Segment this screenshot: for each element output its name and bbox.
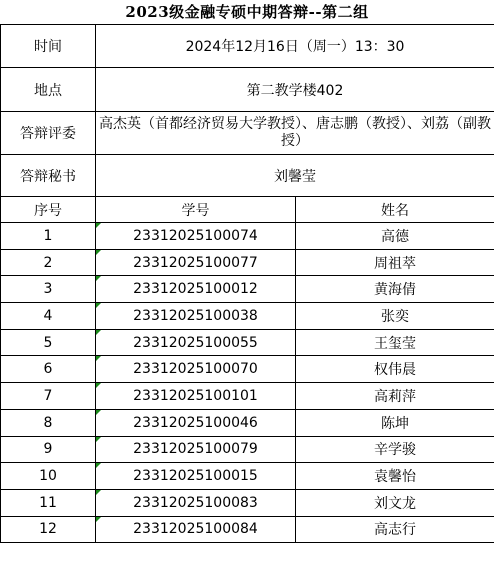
row-number-cell[interactable]: 10: [1, 463, 96, 490]
student-id-cell[interactable]: [96, 489, 296, 516]
row-number-cell[interactable]: 11: [1, 489, 96, 516]
place-label[interactable]: 地点: [1, 68, 96, 112]
student-name-cell[interactable]: 陈坤: [296, 409, 494, 436]
secretary-value[interactable]: 刘馨莹: [96, 155, 494, 197]
table-row: [1, 249, 494, 276]
row-number-cell[interactable]: 9: [1, 436, 96, 463]
student-name-cell[interactable]: 高莉萍: [296, 383, 494, 410]
student-id-text: 23312025100055: [133, 334, 258, 351]
student-id-text: 23312025100012: [133, 281, 258, 298]
student-id-cell[interactable]: [96, 223, 296, 250]
student-id-cell[interactable]: [96, 383, 296, 410]
table-row: [1, 276, 494, 303]
student-id-text: 23312025100077: [133, 254, 258, 271]
place-value[interactable]: 第二教学楼402: [96, 68, 494, 112]
table-row: [1, 436, 494, 463]
student-id-text: 23312025100084: [133, 521, 258, 538]
time-label[interactable]: 时间: [1, 25, 96, 68]
text-number-marker-icon: [96, 276, 101, 281]
header-name[interactable]: 姓名: [296, 197, 494, 223]
student-id-cell[interactable]: [96, 436, 296, 463]
student-id-text: 23312025100101: [133, 387, 258, 404]
row-number-cell[interactable]: 6: [1, 356, 96, 383]
student-name-cell[interactable]: 黄海倩: [296, 276, 494, 303]
student-id-cell[interactable]: [96, 303, 296, 330]
student-id-text: 23312025100070: [133, 361, 258, 378]
time-row: [1, 25, 494, 68]
student-name-cell[interactable]: 刘文龙: [296, 489, 494, 516]
student-name-cell[interactable]: 高德: [296, 223, 494, 250]
student-id-cell[interactable]: [96, 329, 296, 356]
student-id-text: 23312025100074: [133, 227, 258, 244]
text-number-marker-icon: [96, 410, 101, 415]
row-number-cell[interactable]: 1: [1, 223, 96, 250]
header-number[interactable]: 序号: [1, 197, 96, 223]
student-name-cell[interactable]: 袁馨怡: [296, 463, 494, 490]
header-student-id[interactable]: 学号: [96, 197, 296, 223]
text-number-marker-icon: [96, 356, 101, 361]
time-value[interactable]: 2024年12月16日（周一）13：30: [96, 25, 494, 68]
student-id-cell[interactable]: [96, 463, 296, 490]
row-number-cell[interactable]: 2: [1, 249, 96, 276]
table-row: [1, 303, 494, 330]
text-number-marker-icon: [96, 437, 101, 442]
table-row: [1, 223, 494, 250]
student-id-text: 23312025100015: [133, 468, 258, 485]
judges-value[interactable]: 高杰英（首都经济贸易大学教授）、唐志鹏（教授）、刘荔（副教授）: [96, 112, 494, 155]
student-name-cell[interactable]: 周祖萃: [296, 249, 494, 276]
place-row: [1, 68, 494, 112]
text-number-marker-icon: [96, 463, 101, 468]
student-id-text: 23312025100046: [133, 414, 258, 431]
table-row: [1, 516, 494, 543]
row-number-cell[interactable]: 12: [1, 516, 96, 543]
text-number-marker-icon: [96, 517, 101, 522]
text-number-marker-icon: [96, 330, 101, 335]
student-name-cell[interactable]: 王玺莹: [296, 329, 494, 356]
text-number-marker-icon: [96, 383, 101, 388]
student-id-cell[interactable]: [96, 356, 296, 383]
student-name-cell[interactable]: 高志行: [296, 516, 494, 543]
student-id-text: 23312025100083: [133, 494, 258, 511]
secretary-label[interactable]: 答辩秘书: [1, 155, 96, 197]
row-number-cell[interactable]: 3: [1, 276, 96, 303]
schedule-table: [0, 24, 494, 543]
text-number-marker-icon: [96, 303, 101, 308]
text-number-marker-icon: [96, 490, 101, 495]
table-row: [1, 409, 494, 436]
student-id-cell[interactable]: [96, 516, 296, 543]
table-row: [1, 383, 494, 410]
student-name-cell[interactable]: 辛学骏: [296, 436, 494, 463]
student-id-cell[interactable]: [96, 249, 296, 276]
row-number-cell[interactable]: 7: [1, 383, 96, 410]
row-number-cell[interactable]: 5: [1, 329, 96, 356]
student-name-cell[interactable]: 张奕: [296, 303, 494, 330]
student-id-cell[interactable]: [96, 409, 296, 436]
text-number-marker-icon: [96, 250, 101, 255]
text-number-marker-icon: [96, 223, 101, 228]
secretary-row: [1, 155, 494, 197]
student-id-text: 23312025100038: [133, 307, 258, 324]
table-row: [1, 329, 494, 356]
judges-label[interactable]: 答辩评委: [1, 112, 96, 155]
student-id-cell[interactable]: [96, 276, 296, 303]
row-number-cell[interactable]: 4: [1, 303, 96, 330]
table-header-row: [1, 197, 494, 223]
student-name-cell[interactable]: 权伟晨: [296, 356, 494, 383]
table-row: [1, 489, 494, 516]
table-row: [1, 356, 494, 383]
table-row: [1, 463, 494, 490]
sheet-title: 2023级金融专硕中期答辩--第二组: [125, 3, 369, 21]
judges-row: [1, 112, 494, 155]
student-id-text: 23312025100079: [133, 441, 258, 458]
row-number-cell[interactable]: 8: [1, 409, 96, 436]
